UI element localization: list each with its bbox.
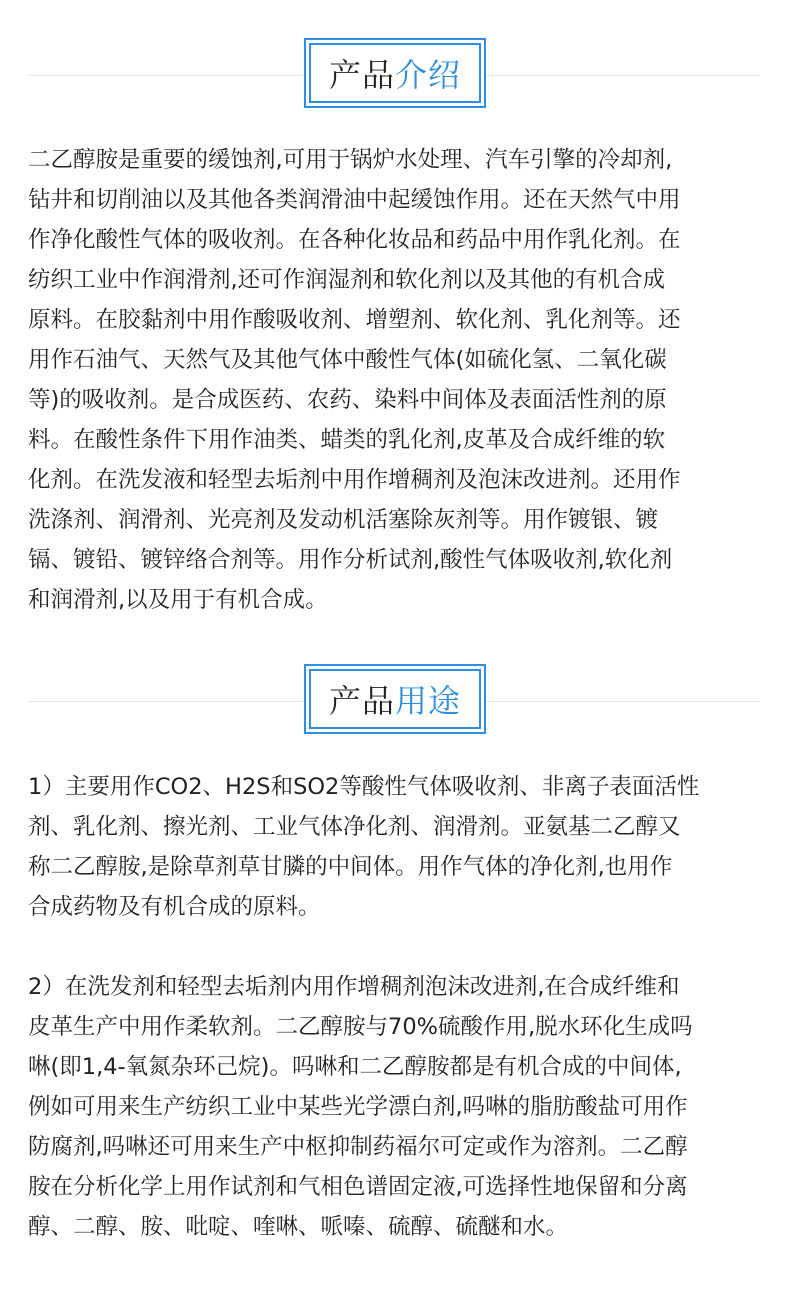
usage-line: 胺在分析化学上用作试剂和气相色谱固定液,可选择性地保留和分离	[28, 1174, 688, 1200]
intro-title	[309, 43, 481, 103]
usage-line: 防腐剂,吗啉还可用来生产中枢抑制药福尔可定或作为溶剂。二乙醇	[28, 1134, 688, 1160]
usage-paragraph-2	[28, 967, 762, 1247]
usage-line: 合成药物及有机合成的原料。	[28, 894, 321, 920]
intro-line: 原料。在胶黏剂中用作酸吸收剂、增塑剂、软化剂、乳化剂等。还	[28, 307, 681, 333]
intro-line: 二乙醇胺是重要的缓蚀剂,可用于锅炉水处理、汽车引擎的冷却剂,	[28, 147, 673, 173]
usage-line: 1）主要用作CO2、H2S和SO2等酸性气体吸收剂、非离子表面活性	[28, 774, 700, 800]
usage-line: 啉(即1,4-氧氮杂环己烷)。吗啉和二乙醇胺都是有机合成的中间体,	[28, 1054, 682, 1080]
usage-title	[309, 669, 481, 729]
intro-line: 料。在酸性条件下用作油类、蜡类的乳化剂,皮革及合成纤维的软	[28, 427, 666, 453]
usage-title-box	[304, 664, 486, 734]
intro-line: 化剂。在洗发液和轻型去垢剂中用作增稠剂及泡沫改进剂。还用作	[28, 467, 681, 493]
intro-title-blue: 介绍	[395, 56, 462, 94]
intro-line: 洗涤剂、润滑剂、光亮剂及发动机活塞除灰剂等。用作镀银、镀	[28, 507, 659, 533]
usage-title-blue: 用途	[395, 682, 462, 720]
intro-line: 等)的吸收剂。是合成医药、农药、染料中间体及表面活性剂的原	[28, 387, 667, 413]
usage-line: 例如可用来生产纺织工业中某些光学漂白剂,吗啉的脂肪酸盐可用作	[28, 1094, 688, 1120]
intro-line: 作净化酸性气体的吸收剂。在各种化妆品和药品中用作乳化剂。在	[28, 227, 681, 253]
usage-line: 皮革生产中用作柔软剂。二乙醇胺与70%硫酸作用,脱水环化生成吗	[28, 1014, 693, 1040]
intro-line: 镉、镀铅、镀锌络合剂等。用作分析试剂,酸性气体吸收剂,软化剂	[28, 547, 673, 573]
usage-line: 醇、二醇、胺、吡啶、喹啉、哌嗪、硫醇、硫醚和水。	[28, 1214, 569, 1240]
intro-line: 用作石油气、天然气及其他气体中酸性气体(如硫化氢、二氧化碳	[28, 347, 667, 373]
intro-section-header	[0, 38, 790, 114]
usage-paragraph-1	[28, 767, 762, 927]
usage-title-dark: 产品	[328, 682, 395, 720]
intro-title-dark: 产品	[328, 56, 395, 94]
intro-line: 和润滑剂,以及用于有机合成。	[28, 587, 328, 613]
usage-line: 剂、乳化剂、擦光剂、工业气体净化剂、润滑剂。亚氨基二乙醇又	[28, 814, 681, 840]
usage-section-header	[0, 664, 790, 740]
intro-title-box	[304, 38, 486, 108]
usage-line: 称二乙醇胺,是除草剂草甘膦的中间体。用作气体的净化剂,也用作	[28, 854, 673, 880]
usage-line: 2）在洗发剂和轻型去垢剂内用作增稠剂泡沫改进剂,在合成纤维和	[28, 974, 680, 1000]
intro-line: 纺织工业中作润滑剂,还可作润湿剂和软化剂以及其他的有机合成	[28, 267, 666, 293]
intro-line: 钻井和切削油以及其他各类润滑油中起缓蚀作用。还在天然气中用	[28, 187, 681, 213]
intro-body	[28, 140, 762, 620]
